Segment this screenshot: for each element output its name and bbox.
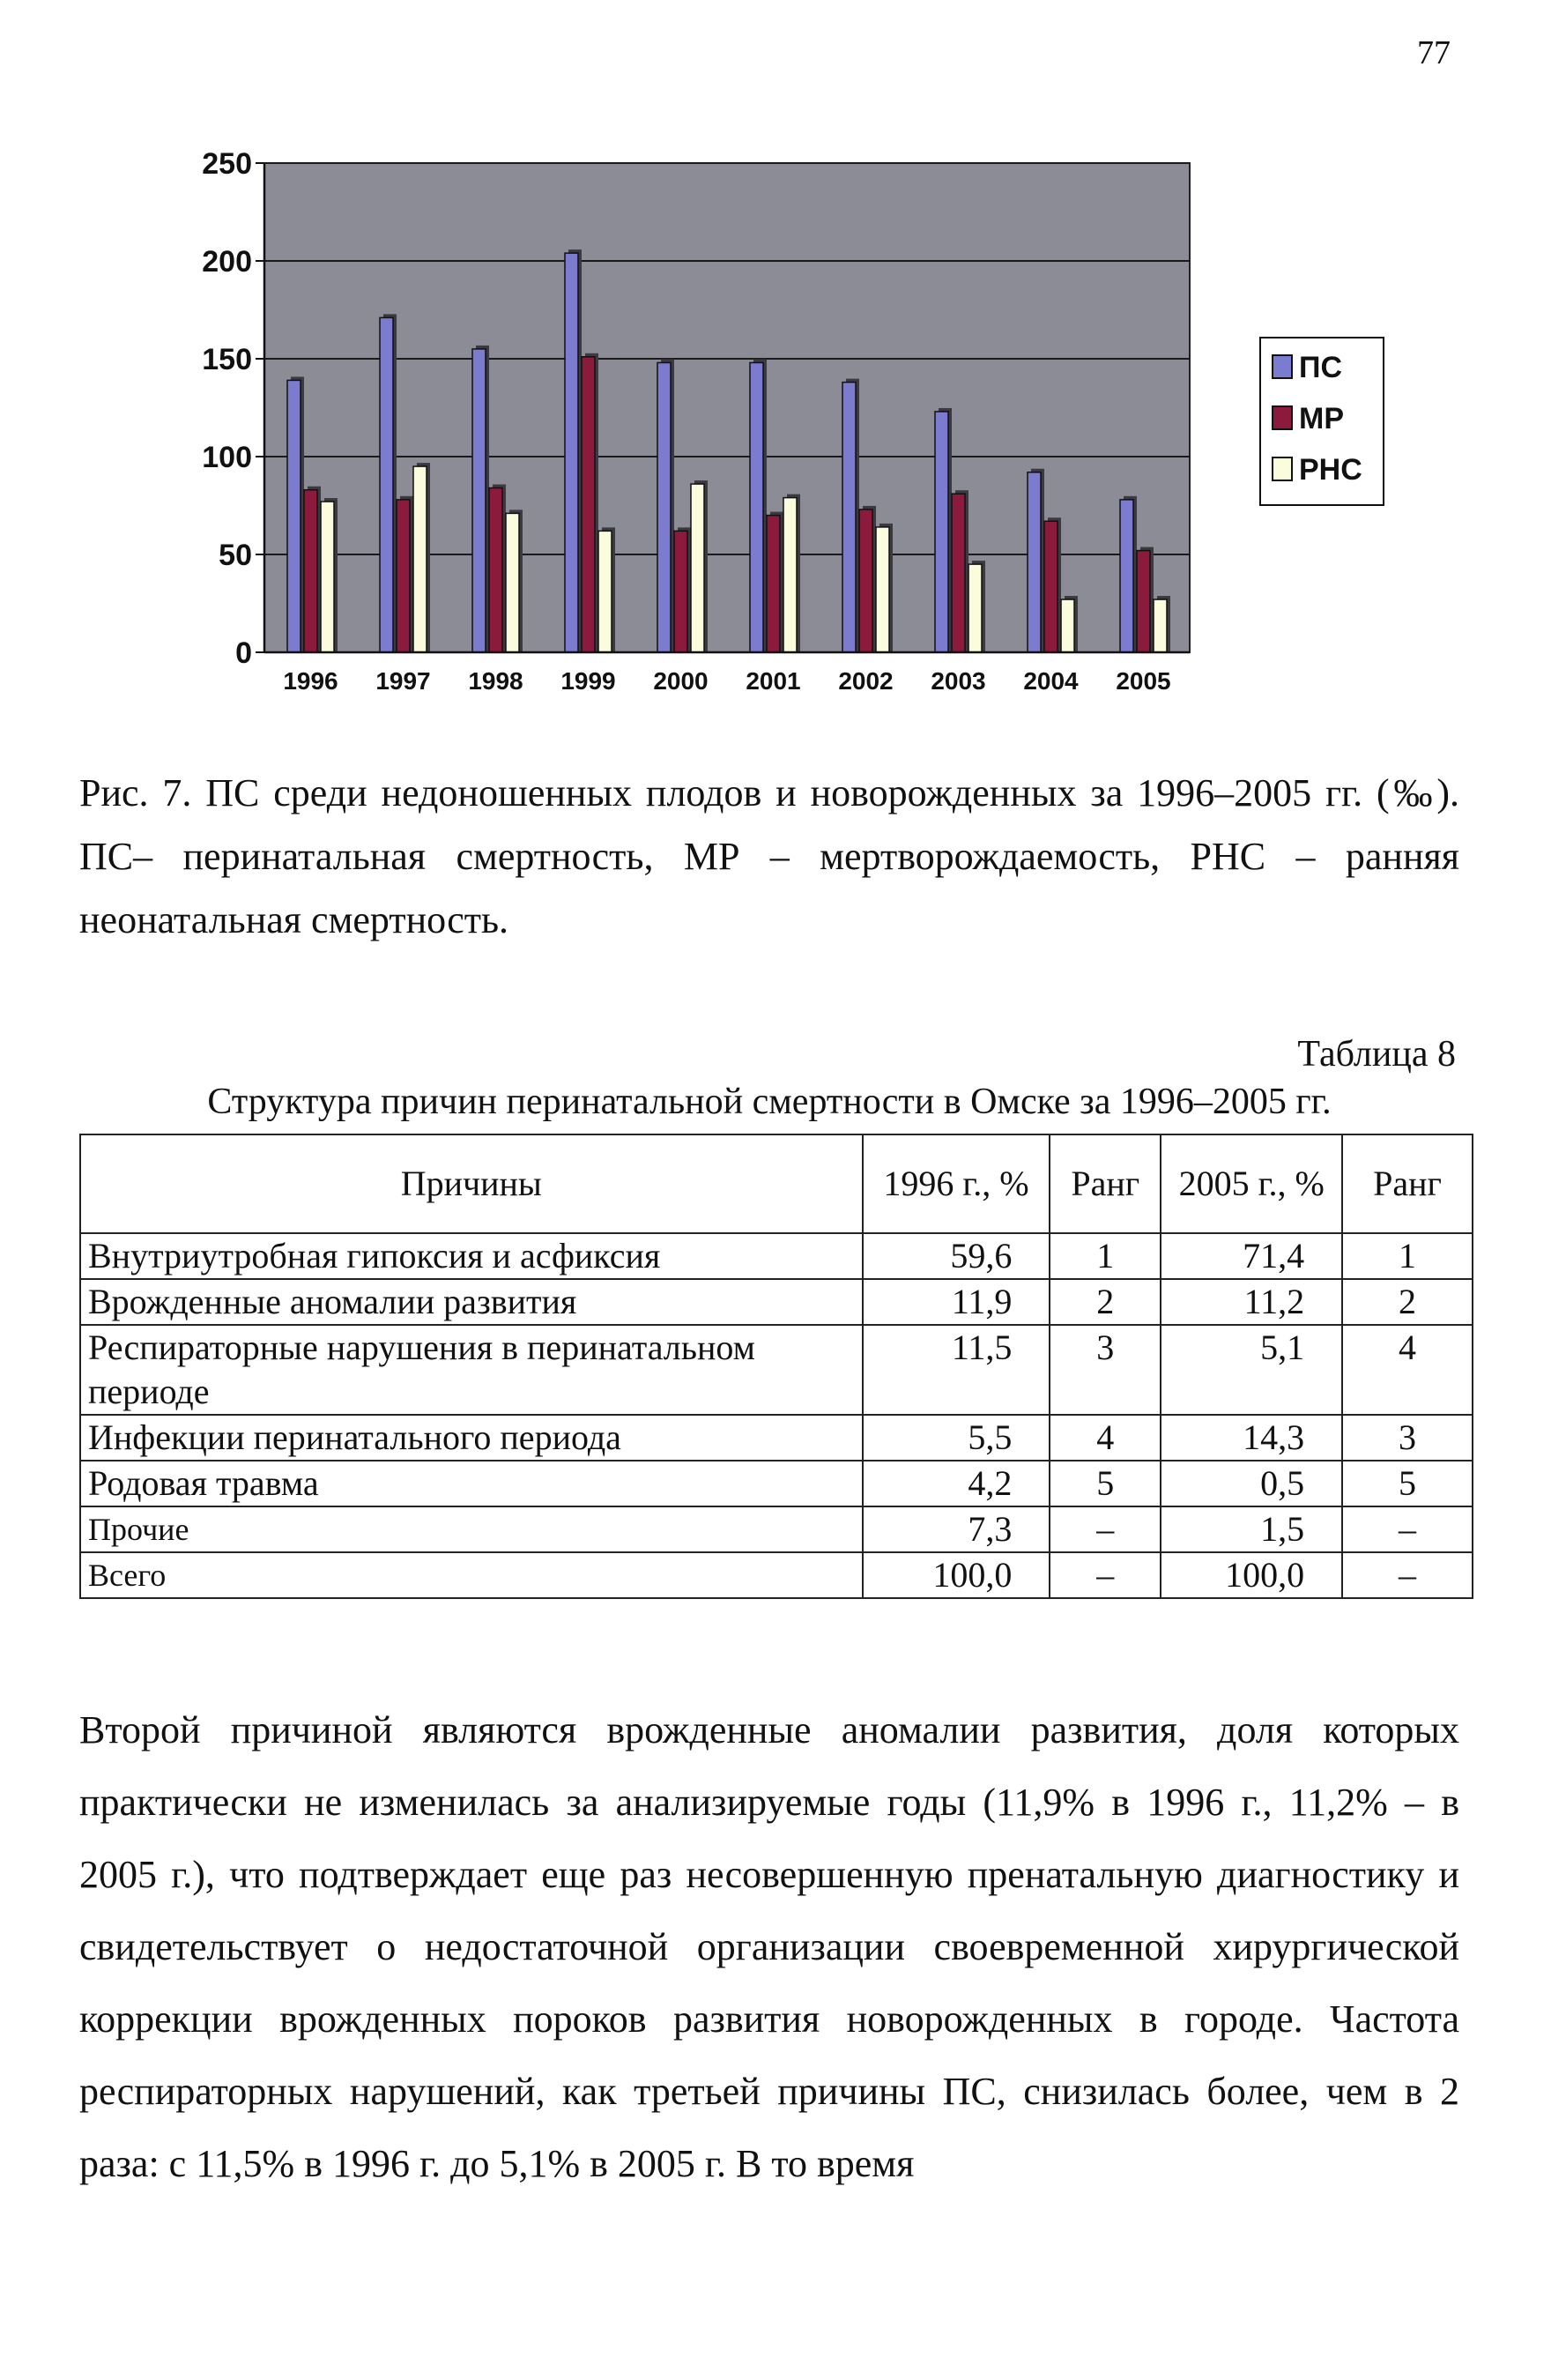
header-rank-1996: Ранг bbox=[1050, 1134, 1161, 1233]
cause-cell: Родовая травма bbox=[80, 1461, 863, 1506]
bar bbox=[691, 484, 704, 652]
rank-1996-cell: 2 bbox=[1050, 1279, 1161, 1325]
body-paragraph: Второй причиной являются врожденные аномалии развития, доля которых практически не изменилась за анализируемые годы (11,9% в 1996 г., 11,2% – в 2005 г.), что подтверждает еще раз несовершенную пренатальную диагностику и свидетельствует о недостаточной организации своевременной хирургической коррекции врожденных пороков развития новорожденных в городе. Частота респираторных нарушений, как третьей причины ПС, снизилась более, чем в 2 раза: с 11,5% в 1996 г. до 5,1% в 2005 г. В то время bbox=[79, 1708, 1459, 2185]
rank-1996-cell: 1 bbox=[1050, 1233, 1161, 1279]
y-tick-label: 100 bbox=[202, 441, 252, 474]
bar bbox=[582, 357, 595, 652]
table-row bbox=[80, 1233, 1473, 1279]
value-2005-cell: 71,4 bbox=[1161, 1233, 1342, 1279]
legend-swatch bbox=[1273, 355, 1292, 378]
bar bbox=[783, 498, 797, 652]
bar bbox=[598, 531, 612, 652]
rank-1996-cell: – bbox=[1050, 1552, 1161, 1598]
rank-1996-cell: 3 bbox=[1050, 1325, 1161, 1415]
legend-swatch bbox=[1273, 457, 1292, 480]
bar bbox=[472, 349, 486, 652]
x-tick-label: 1999 bbox=[560, 667, 616, 695]
x-tick-label: 2001 bbox=[746, 667, 801, 695]
bar bbox=[413, 466, 427, 652]
x-tick-label: 1997 bbox=[375, 667, 431, 695]
x-tick-label: 2004 bbox=[1023, 667, 1079, 695]
rank-1996-cell: 5 bbox=[1050, 1461, 1161, 1506]
value-2005-cell: 14,3 bbox=[1161, 1415, 1342, 1461]
value-2005-cell: 100,0 bbox=[1161, 1552, 1342, 1598]
value-2005-cell: 5,1 bbox=[1161, 1325, 1342, 1415]
rank-2005-cell: 5 bbox=[1342, 1461, 1473, 1506]
bar bbox=[1061, 599, 1074, 652]
bar bbox=[565, 253, 578, 652]
rank-1996-cell: – bbox=[1050, 1506, 1161, 1552]
bar bbox=[380, 317, 393, 652]
x-tick-label: 2005 bbox=[1116, 667, 1171, 695]
value-1996-cell: 100,0 bbox=[863, 1552, 1050, 1598]
rank-2005-cell: – bbox=[1342, 1552, 1473, 1598]
legend-label: МР bbox=[1299, 402, 1344, 435]
header-rank-2005: Ранг bbox=[1342, 1134, 1473, 1233]
value-1996-cell: 11,5 bbox=[863, 1325, 1050, 1415]
bar bbox=[935, 412, 948, 652]
table-row bbox=[80, 1325, 1473, 1415]
bar bbox=[287, 380, 301, 652]
rank-2005-cell: 2 bbox=[1342, 1279, 1473, 1325]
value-1996-cell: 59,6 bbox=[863, 1233, 1050, 1279]
legend-label: РНС bbox=[1299, 453, 1362, 487]
value-1996-cell: 11,9 bbox=[863, 1279, 1050, 1325]
table-row bbox=[80, 1415, 1473, 1461]
bar bbox=[321, 502, 334, 652]
bar bbox=[767, 516, 780, 652]
table-row bbox=[80, 1506, 1473, 1552]
table-number: Таблица 8 bbox=[1297, 1034, 1456, 1075]
rank-2005-cell: 1 bbox=[1342, 1233, 1473, 1279]
bar-chart bbox=[163, 137, 1414, 701]
page-number: 77 bbox=[1417, 34, 1451, 71]
cause-cell: Врожденные аномалии развития bbox=[80, 1279, 863, 1325]
x-tick-label: 2002 bbox=[838, 667, 894, 695]
cause-cell: Респираторные нарушения в перинатальном периоде bbox=[80, 1325, 863, 1415]
value-2005-cell: 11,2 bbox=[1161, 1279, 1342, 1325]
figure-caption: Рис. 7. ПС среди недоношенных плодов и новорожденных за 1996–2005 гг. (‰). ПС– перинатальная смертность, МР – мертворождаемость, РНС – ранняя неонатальная смертность. bbox=[79, 771, 1459, 941]
value-2005-cell: 0,5 bbox=[1161, 1461, 1342, 1506]
bar bbox=[876, 527, 889, 652]
bar bbox=[489, 488, 502, 652]
legend-swatch bbox=[1273, 406, 1292, 429]
x-tick-label: 2003 bbox=[931, 667, 986, 695]
rank-1996-cell: 4 bbox=[1050, 1415, 1161, 1461]
bar bbox=[397, 500, 410, 652]
x-tick-label: 2000 bbox=[653, 667, 709, 695]
value-1996-cell: 4,2 bbox=[863, 1461, 1050, 1506]
table-row bbox=[80, 1461, 1473, 1506]
bar bbox=[1120, 500, 1133, 652]
bar bbox=[304, 490, 317, 652]
x-tick-label: 1996 bbox=[283, 667, 338, 695]
legend-label: ПС bbox=[1299, 351, 1342, 384]
cause-cell: Внутриутробная гипоксия и асфиксия bbox=[80, 1233, 863, 1279]
header-2005: 2005 г., % bbox=[1161, 1134, 1342, 1233]
bar bbox=[674, 531, 687, 652]
bar bbox=[657, 362, 671, 652]
bar bbox=[1154, 599, 1167, 652]
rank-2005-cell: 3 bbox=[1342, 1415, 1473, 1461]
header-1996: 1996 г., % bbox=[863, 1134, 1050, 1233]
x-tick-label: 1998 bbox=[468, 667, 523, 695]
rank-2005-cell: – bbox=[1342, 1506, 1473, 1552]
bar bbox=[1028, 472, 1041, 652]
causes-table bbox=[79, 1134, 1473, 1599]
bar bbox=[968, 564, 982, 652]
y-tick-label: 150 bbox=[202, 343, 252, 376]
rank-2005-cell: 4 bbox=[1342, 1325, 1473, 1415]
bar bbox=[1044, 521, 1058, 652]
bar bbox=[1137, 551, 1150, 652]
header-cause: Причины bbox=[80, 1134, 863, 1233]
table-row bbox=[80, 1279, 1473, 1325]
cause-cell: Прочие bbox=[80, 1506, 863, 1552]
value-2005-cell: 1,5 bbox=[1161, 1506, 1342, 1552]
table-title: Структура причин перинатальной смертности в Омске за 1996–2005 гг. bbox=[207, 1082, 1332, 1122]
value-1996-cell: 7,3 bbox=[863, 1506, 1050, 1552]
table-row bbox=[80, 1552, 1473, 1598]
bar bbox=[842, 383, 856, 652]
y-tick-label: 0 bbox=[235, 636, 252, 670]
bar bbox=[859, 509, 872, 652]
cause-cell: Всего bbox=[80, 1552, 863, 1598]
y-tick-label: 250 bbox=[202, 147, 252, 181]
table-header-row bbox=[80, 1134, 1473, 1233]
y-tick-label: 200 bbox=[202, 245, 252, 279]
bar bbox=[506, 513, 519, 652]
bar bbox=[952, 494, 965, 652]
bar bbox=[750, 362, 763, 652]
value-1996-cell: 5,5 bbox=[863, 1415, 1050, 1461]
cause-cell: Инфекции перинатального периода bbox=[80, 1415, 863, 1461]
y-tick-label: 50 bbox=[219, 539, 252, 572]
